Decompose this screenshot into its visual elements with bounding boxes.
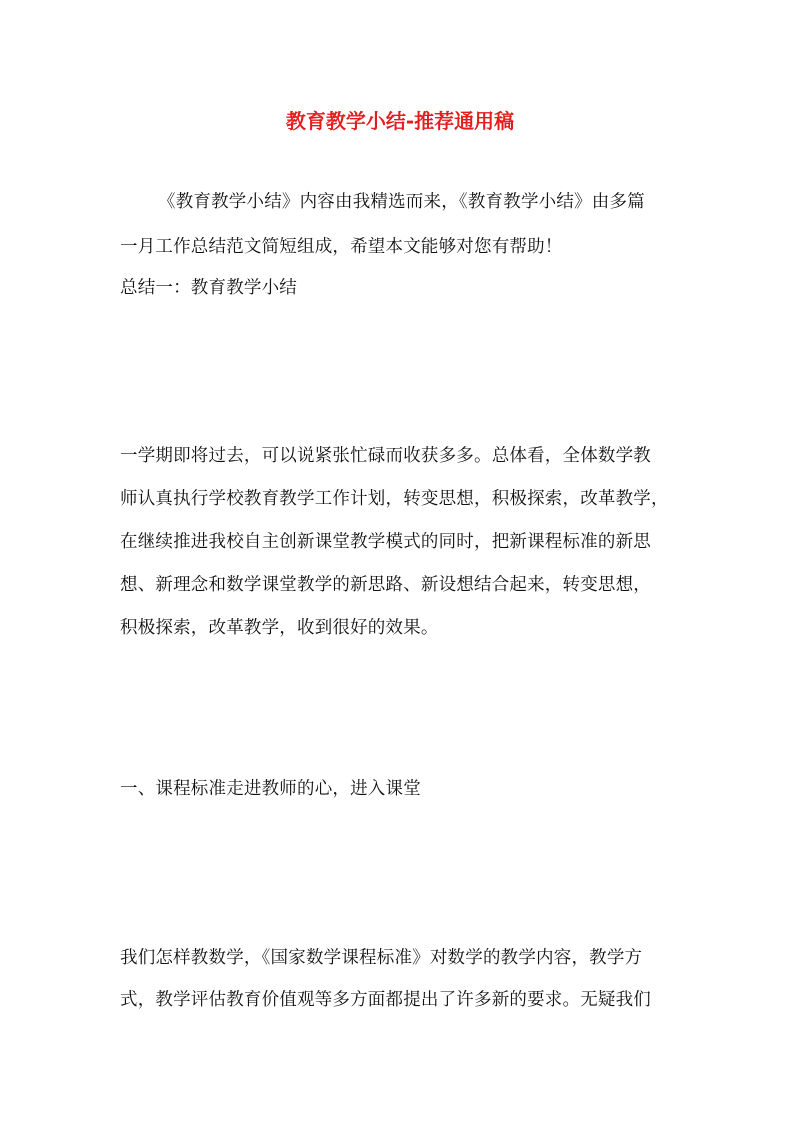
intro-line-1: 《教育教学小结》内容由我精选而来，《教育教学小结》由多篇 xyxy=(158,192,645,212)
paragraph2-line-2: 式，教学评估教育价值观等多方面都提出了许多新的要求。无疑我们 xyxy=(120,990,651,1010)
paragraph-line-5: 积极探索，改革教学，收到很好的效果。 xyxy=(120,618,439,638)
document-title: 教育教学小结-推荐通用稿 xyxy=(285,109,515,133)
paragraph-line-2: 师认真执行学校教育教学工作计划，转变思想，积极探索，改革教学， xyxy=(120,489,669,509)
paragraph2-line-1: 我们怎样教数学，《国家数学课程标准》对数学的教学内容，教学方 xyxy=(120,948,643,968)
paragraph-line-3: 在继续推进我校自主创新课堂教学模式的同时，把新课程标准的新思 xyxy=(120,532,651,552)
section-heading-summary-1: 总结一：教育教学小结 xyxy=(120,278,297,298)
section-heading-1: 一、课程标准走进教师的心，进入课堂 xyxy=(120,779,421,799)
paragraph-line-1: 一学期即将过去，可以说紧张忙碌而收获多多。总体看，全体数学教 xyxy=(120,446,651,466)
paragraph-line-4: 想、新理念和数学课堂教学的新思路、新设想结合起来，转变思想， xyxy=(120,575,651,595)
intro-line-2: 一月工作总结范文简短组成，希望本文能够对您有帮助！ xyxy=(120,237,563,257)
